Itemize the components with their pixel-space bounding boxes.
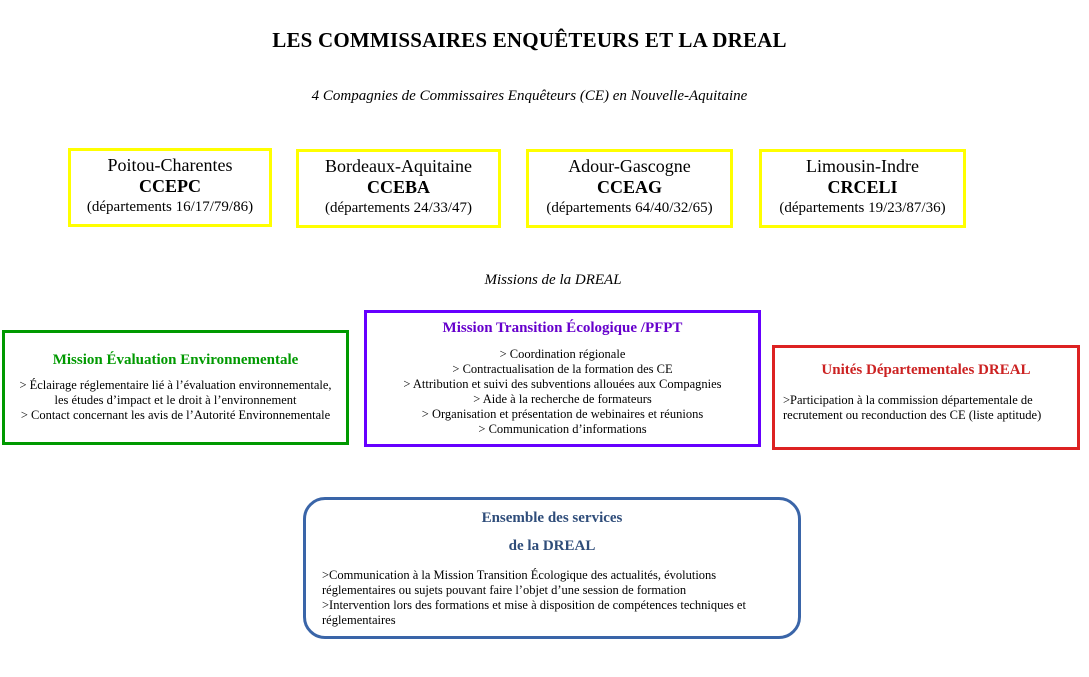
missions-label: Missions de la DREAL	[484, 272, 622, 288]
mission-item: > Attribution et suivi des subventions allouées aux Compagnies	[403, 377, 722, 391]
unites-departementales-title: Unités Départementales DREAL	[821, 362, 1031, 378]
mission-item: >Participation à la commission départementale de	[783, 393, 1033, 407]
services-dreal-box	[303, 497, 801, 639]
company-depts: (départements 16/17/79/86)	[86, 199, 254, 215]
mission-item: > Contact concernant les avis de l’Autorité Environnementale	[20, 408, 331, 422]
mission-item: les études d’impact et le droit à l’environnement	[54, 393, 297, 407]
mission-item: >Communication à la Mission Transition Écologique des actualités, évolutions	[322, 568, 717, 582]
company-code: CRCELI	[827, 177, 898, 197]
mission-item: >Intervention lors des formations et mise à disposition de compétences techniques et	[322, 598, 746, 612]
company-depts: (départements 19/23/87/36)	[779, 200, 946, 216]
mission-item: > Coordination régionale	[499, 347, 626, 361]
company-box-limousin-indre	[759, 149, 966, 228]
company-code: CCEPC	[139, 176, 201, 196]
mission-item: > Éclairage réglementaire lié à l’évaluation environnementale,	[19, 378, 332, 392]
company-name: Adour-Gascogne	[568, 156, 691, 176]
company-code: CCEBA	[366, 177, 430, 197]
mission-item: recrutement ou reconduction des CE (liste aptitude)	[783, 408, 1042, 422]
company-name: Poitou-Charentes	[107, 155, 233, 175]
mission-transition-box	[364, 310, 761, 447]
company-name: Limousin-Indre	[806, 156, 919, 176]
mission-item: réglementaires	[322, 613, 396, 627]
mission-item: > Aide à la recherche de formateurs	[473, 392, 652, 406]
services-items	[306, 568, 798, 628]
mission-item: > Contractualisation de la formation des CE	[452, 362, 673, 376]
unites-departementales-box	[772, 345, 1080, 450]
company-box-poitou-charentes	[68, 148, 272, 227]
services-title-line1: Ensemble des services	[481, 510, 623, 526]
mission-item: réglementaires ou sujets pouvant faire l’objet d’une session de formation	[322, 583, 687, 597]
mission-item: > Communication d’informations	[478, 422, 647, 436]
services-title-line2: de la DREAL	[508, 538, 596, 554]
page-subtitle: 4 Compagnies de Commissaires Enquêteurs (CE) en Nouvelle-Aquitaine	[311, 88, 748, 104]
company-depts: (départements 24/33/47)	[324, 200, 473, 216]
company-name: Bordeaux-Aquitaine	[325, 156, 472, 176]
mission-transition-title: Mission Transition Écologique /PFPT	[442, 320, 683, 336]
page-title: LES COMMISSAIRES ENQUÊTEURS ET LA DREAL	[272, 28, 787, 52]
company-code: CCEAG	[596, 177, 662, 197]
company-box-adour-gascogne	[526, 149, 733, 228]
mission-evaluation-box	[2, 330, 349, 445]
company-box-bordeaux-aquitaine	[296, 149, 501, 228]
mission-evaluation-title: Mission Évaluation Environnementale	[52, 352, 299, 368]
mission-item: > Organisation et présentation de webinaires et réunions	[421, 407, 704, 421]
company-depts: (départements 64/40/32/65)	[546, 200, 713, 216]
